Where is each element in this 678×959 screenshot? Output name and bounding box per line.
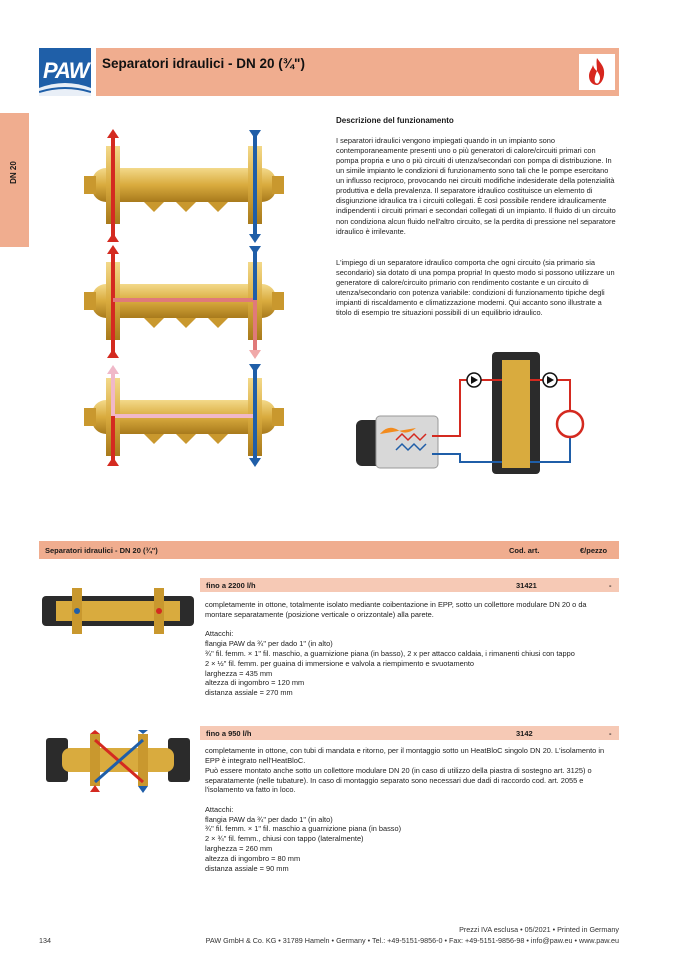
side-tab	[0, 113, 29, 247]
product-1-description: completamente in ottone, totalmente isolato mediante coibentazione in EPP, sotto un collettore modulare DN 20 o da montare separatamente (posizione verticale o orizzontale) alla parete.	[205, 600, 587, 619]
product-2-spec: ¾" fil. femm. × 1" fil. maschio a guarnizione piana (in basso)	[205, 824, 402, 834]
column-price-header: €/pezzo	[580, 546, 608, 555]
footer-price-note: Prezzi IVA esclusa • 05/2021 • Printed in Germany	[459, 925, 619, 934]
page-title: Separatori idraulici - DN 20 (¾")	[102, 56, 305, 71]
product-row-1	[200, 578, 619, 592]
product-2-attachments-label: Attacchi:	[205, 804, 234, 814]
description-paragraph-2: L'impiego di un separatore idraulico comporta che ogni circuito (sia primario sia secondario) sia dotato di una pompa propria! In questo modo si possono utilizzare un generatore di calore/circuito primario con rendimento costante e un circuito di utenza/secondario con potenza variabile: condizioni di funzionamento tipiche degli impianti di riscaldamento e climatizzazione moderni. Qui accanto sono illustrate a titolo di esempio tre situazioni possibili di un equilibrio idraulico.	[336, 258, 615, 318]
footer-company: PAW GmbH & Co. KG • 31789 Hameln • Germany • Tel.: +49-5151-9856-0 • Fax: +49-5151-9856-98 • info@paw.eu • www.paw.eu	[205, 936, 619, 945]
product-1-price: -	[609, 581, 612, 590]
product-1-capacity: fino a 2200 l/h	[206, 581, 256, 590]
section-title: Separatori idraulici - DN 20 (¾")	[45, 546, 158, 555]
separator-diagram-3	[84, 364, 284, 467]
separator-diagram-1	[84, 129, 284, 243]
product-2-details	[205, 746, 615, 874]
column-code-header: Cod. art.	[509, 546, 540, 555]
product-image-2	[46, 730, 190, 802]
product-1-spec: flangia PAW da ¾" per dado 1" (in alto)	[205, 639, 333, 649]
separator-flow-illustrations	[84, 128, 284, 468]
product-2-description: completamente in ottone, con tubi di mandata e ritorno, per il montaggio sotto un HeatBloC singolo DN 20. L'isolamento in EPP è integrato nell'HeatBloC.	[205, 746, 605, 765]
flame-icon	[579, 54, 615, 90]
product-1-details	[205, 600, 615, 698]
product-1-spec: larghezza = 435 mm	[205, 668, 273, 678]
product-1-spec: 2 × ½" fil. femm. per guaina di immersione e valvola a riempimento e svuotamento	[205, 658, 475, 668]
product-image-1	[42, 588, 194, 638]
description-title: Descrizione del funzionamento	[336, 116, 454, 125]
product-2-spec: distanza assiale = 90 mm	[205, 863, 289, 873]
product-1-attachments-label: Attacchi:	[205, 629, 234, 639]
separator-diagram-2	[84, 245, 284, 359]
system-schematic	[352, 350, 592, 480]
logo-text: PAW	[43, 58, 89, 83]
side-tab-label: DN 20	[8, 161, 18, 184]
product-2-price: -	[609, 729, 612, 738]
product-2-capacity: fino a 950 l/h	[206, 729, 252, 738]
paw-logo	[39, 48, 91, 96]
table-header-bar	[39, 541, 619, 559]
product-2-spec: larghezza = 260 mm	[205, 844, 273, 854]
product-2-spec: altezza di ingombro = 80 mm	[205, 853, 301, 863]
product-1-code: 31421	[516, 581, 537, 590]
description-paragraph-1: I separatori idraulici vengono impiegati quando in un impianto sono contemporaneamente presenti uno o più generatori di calore/circuiti primari con pompa propria e uno o più circuiti di utenza/secondari con pompa di distribuzione. In un simile impianto le condizioni di funzionamento sono tali che le pompe esercitano un influsso reciproco, provocando nei circuiti modifiche indesiderate della potenzialità produttiva e della prevalenza. Il separatore idraulico costituisce un elemento di disgiunzione idraulica tra i circuiti collegati. È così possibile rendere idraulicamente indipendenti i circuiti primari e secondari collegati di un impianto. Il fluido di un circuito non condiziona alcun fluido nell'altro circuito, se la perdita di pressione nel separatore idraulico è irrilevante.	[336, 136, 616, 236]
product-1-spec: distanza assiale = 270 mm	[205, 688, 293, 698]
product-2-spec: 2 × ¾" fil. femm., chiusi con tappo (lateralmente)	[205, 834, 364, 844]
page-number: 134	[39, 936, 51, 945]
product-1-spec: altezza di ingombro = 120 mm	[205, 678, 305, 688]
product-1-spec: ¾" fil. femm. × 1" fil. maschio, a guarnizione piana (in basso), 2 x per attacco caldaia, i rimanenti chiusi con tappo	[205, 648, 575, 658]
product-2-description-2: Può essere montato anche sotto un collettore modulare DN 20 (in caso di utilizzo della piastra di sostegno art. 3125) o separatamente (nelle tubature). In caso di montaggio separato sono necessari due dadi di raccordo cod. art. 2055 e l'isolamento va fatto in loco.	[205, 765, 592, 795]
product-2-code: 3142	[516, 729, 533, 738]
header-bar	[96, 48, 619, 96]
product-2-spec: flangia PAW da ¾" per dado 1" (in alto)	[205, 814, 333, 824]
product-row-2	[200, 726, 619, 740]
